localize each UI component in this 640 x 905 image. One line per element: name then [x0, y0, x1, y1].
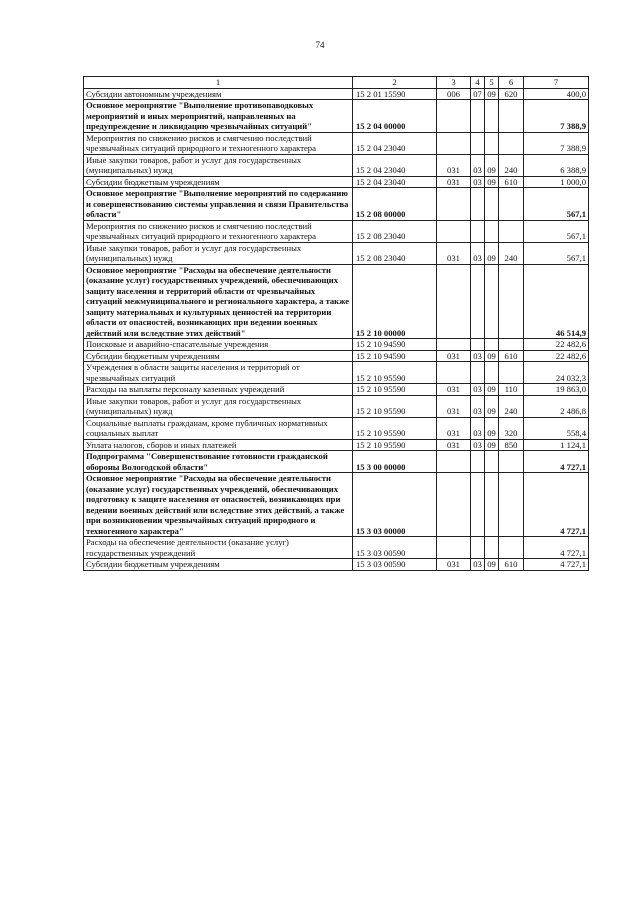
table-header-row [84, 77, 589, 89]
row-code: 15 2 04 23040 [353, 154, 437, 176]
row-col5: 09 [485, 384, 499, 396]
header-cell-4: 4 [471, 77, 485, 89]
row-code: 15 3 00 00000 [353, 451, 437, 473]
row-col6 [499, 264, 524, 339]
row-col3 [437, 132, 471, 154]
row-col5: 09 [485, 395, 499, 417]
row-amount: 22 482,6 [524, 339, 589, 351]
row-col5 [485, 473, 499, 537]
row-name: Субсидии бюджетным учреждениям [84, 176, 353, 188]
row-name: Субсидии автономным учреждениям [84, 88, 353, 100]
row-col5: 09 [485, 88, 499, 100]
row-col6: 610 [499, 559, 524, 571]
row-code: 15 2 04 00000 [353, 100, 437, 133]
row-amount: 4 727,1 [524, 537, 589, 559]
row-col5: 09 [485, 154, 499, 176]
row-col3 [437, 264, 471, 339]
row-name: Расходы на обеспечение деятельности (оказание услуг) государственных учреждений [84, 537, 353, 559]
table-row [84, 339, 589, 351]
row-name: Основное мероприятие "Выполнение противопаводковых мероприятий и иных мероприятий, направленных на предупреждение и ликвидацию чрезвычайных ситуаций" [84, 100, 353, 133]
row-col3 [437, 188, 471, 221]
row-code: 15 2 10 95590 [353, 384, 437, 396]
row-col6 [499, 188, 524, 221]
row-code: 15 2 10 95590 [353, 439, 437, 451]
budget-table [83, 76, 589, 571]
row-amount: 567,1 [524, 188, 589, 221]
table-row [84, 395, 589, 417]
row-col4: 03 [471, 395, 485, 417]
header-cell-3: 3 [437, 77, 471, 89]
row-col6 [499, 473, 524, 537]
row-amount: 4 727,1 [524, 559, 589, 571]
header-cell-2: 2 [353, 77, 437, 89]
row-col3 [437, 100, 471, 133]
row-col4: 03 [471, 384, 485, 396]
row-col4: 03 [471, 350, 485, 362]
row-col6: 240 [499, 154, 524, 176]
row-col4 [471, 339, 485, 351]
row-col5 [485, 100, 499, 133]
table-row [84, 362, 589, 384]
table-row [84, 417, 589, 439]
row-amount: 2 486,8 [524, 395, 589, 417]
row-amount: 4 727,1 [524, 473, 589, 537]
row-name: Субсидии бюджетным учреждениям [84, 350, 353, 362]
row-amount: 6 388,9 [524, 154, 589, 176]
row-col4 [471, 473, 485, 537]
row-col6: 850 [499, 439, 524, 451]
table-body [84, 77, 589, 571]
row-name: Мероприятия по снижению рисков и смягчению последствий чрезвычайных ситуаций природного и техногенного характера [84, 220, 353, 242]
row-col5 [485, 264, 499, 339]
row-col3: 031 [437, 154, 471, 176]
table-row [84, 188, 589, 221]
table-row [84, 176, 589, 188]
row-col5 [485, 220, 499, 242]
row-col4 [471, 100, 485, 133]
row-amount: 567,1 [524, 220, 589, 242]
row-name: Основное мероприятие "Расходы на обеспечение деятельности (оказание услуг) государственных учреждений, обеспечивающих защиту населения и территорий области от чрезвычайных ситуаций межмуниципального и регионального характера, а также защиту материальных и культурных ценностей на территории области от опасностей, возникающих при ведении военных действий или вследствие этих действий" [84, 264, 353, 339]
row-code: 15 3 03 00590 [353, 537, 437, 559]
row-col6 [499, 362, 524, 384]
row-col4: 03 [471, 154, 485, 176]
row-col4 [471, 451, 485, 473]
row-amount: 1 124,1 [524, 439, 589, 451]
row-name: Поисковые и аварийно-спасательные учреждения [84, 339, 353, 351]
row-code: 15 2 04 23040 [353, 176, 437, 188]
row-code: 15 2 01 15590 [353, 88, 437, 100]
row-col3 [437, 473, 471, 537]
row-col3: 031 [437, 176, 471, 188]
row-amount: 1 000,0 [524, 176, 589, 188]
row-col6: 320 [499, 417, 524, 439]
row-col4 [471, 537, 485, 559]
row-col3: 031 [437, 439, 471, 451]
row-amount: 22 482,6 [524, 350, 589, 362]
row-col5 [485, 188, 499, 221]
row-amount: 7 388,9 [524, 100, 589, 133]
row-col5: 09 [485, 417, 499, 439]
row-name: Основное мероприятие "Расходы на обеспечение деятельности (оказание услуг) государственных учреждений, обеспечивающих подготовку к защите населения от опасностей, возникающих при ведении военных действий или вследствие этих действий, а также при возникновении чрезвычайных ситуаций природного и техногенного характера" [84, 473, 353, 537]
row-col6 [499, 451, 524, 473]
row-col3: 031 [437, 242, 471, 264]
row-col5 [485, 132, 499, 154]
row-col4 [471, 188, 485, 221]
table-row [84, 242, 589, 264]
header-cell-7: 7 [524, 77, 589, 89]
row-col4: 03 [471, 559, 485, 571]
row-col4 [471, 362, 485, 384]
table-row [84, 473, 589, 537]
row-col3: 031 [437, 559, 471, 571]
row-name: Расходы на выплаты персоналу казенных учреждений [84, 384, 353, 396]
row-col5 [485, 362, 499, 384]
row-name: Иные закупки товаров, работ и услуг для государственных (муниципальных) нужд [84, 154, 353, 176]
header-cell-5: 5 [485, 77, 499, 89]
table-row [84, 439, 589, 451]
row-code: 15 2 08 00000 [353, 188, 437, 221]
row-col4: 07 [471, 88, 485, 100]
table-row [84, 350, 589, 362]
row-code: 15 2 08 23040 [353, 242, 437, 264]
row-amount: 4 727,1 [524, 451, 589, 473]
row-col6 [499, 339, 524, 351]
row-code: 15 2 10 94590 [353, 339, 437, 351]
table-row [84, 264, 589, 339]
table-row [84, 88, 589, 100]
row-name: Учреждения в области защиты населения и территорий от чрезвычайных ситуаций [84, 362, 353, 384]
row-name: Субсидии бюджетным учреждениям [84, 559, 353, 571]
header-cell-6: 6 [499, 77, 524, 89]
row-col6 [499, 537, 524, 559]
row-col6 [499, 220, 524, 242]
row-col6: 240 [499, 242, 524, 264]
row-amount: 19 863,0 [524, 384, 589, 396]
row-col3 [437, 339, 471, 351]
row-col5: 09 [485, 242, 499, 264]
page-number: 74 [315, 40, 325, 50]
table-row [84, 100, 589, 133]
row-col3: 031 [437, 384, 471, 396]
row-col4 [471, 220, 485, 242]
table-row [84, 132, 589, 154]
row-col3: 031 [437, 395, 471, 417]
table-row [84, 451, 589, 473]
row-amount: 46 514,9 [524, 264, 589, 339]
row-code: 15 3 03 00590 [353, 559, 437, 571]
row-code: 15 2 10 00000 [353, 264, 437, 339]
row-col5: 09 [485, 559, 499, 571]
row-code: 15 2 10 94590 [353, 350, 437, 362]
row-code: 15 2 10 95590 [353, 362, 437, 384]
row-col4 [471, 132, 485, 154]
row-name: Подпрограмма "Совершенствование готовности гражданской обороны Вологодской области" [84, 451, 353, 473]
row-code: 15 3 03 00000 [353, 473, 437, 537]
row-col3 [437, 220, 471, 242]
table-row [84, 537, 589, 559]
row-col5 [485, 537, 499, 559]
table-row [84, 559, 589, 571]
row-name: Иные закупки товаров, работ и услуг для государственных (муниципальных) нужд [84, 242, 353, 264]
row-col3: 031 [437, 350, 471, 362]
row-col5: 09 [485, 350, 499, 362]
row-col4: 03 [471, 417, 485, 439]
row-col3 [437, 537, 471, 559]
row-col3 [437, 451, 471, 473]
row-col6: 110 [499, 384, 524, 396]
row-col6: 620 [499, 88, 524, 100]
row-col5 [485, 339, 499, 351]
row-col6 [499, 132, 524, 154]
row-col3: 031 [437, 417, 471, 439]
row-name: Иные закупки товаров, работ и услуг для государственных (муниципальных) нужд [84, 395, 353, 417]
row-code: 15 2 04 23040 [353, 132, 437, 154]
row-amount: 24 032,3 [524, 362, 589, 384]
row-col5: 09 [485, 439, 499, 451]
row-name: Уплата налогов, сборов и иных платежей [84, 439, 353, 451]
row-amount: 7 388,9 [524, 132, 589, 154]
row-code: 15 2 10 95590 [353, 417, 437, 439]
row-name: Мероприятия по снижению рисков и смягчению последствий чрезвычайных ситуаций природного и техногенного характера [84, 132, 353, 154]
row-amount: 567,1 [524, 242, 589, 264]
header-cell-1: 1 [84, 77, 353, 89]
row-col6: 240 [499, 395, 524, 417]
row-col4: 03 [471, 242, 485, 264]
row-code: 15 2 08 23040 [353, 220, 437, 242]
row-col6 [499, 100, 524, 133]
row-col4: 03 [471, 439, 485, 451]
row-amount: 558,4 [524, 417, 589, 439]
table-row [84, 154, 589, 176]
row-col5 [485, 451, 499, 473]
row-col5: 09 [485, 176, 499, 188]
table-row [84, 220, 589, 242]
row-col4 [471, 264, 485, 339]
row-col6: 610 [499, 350, 524, 362]
row-col3: 006 [437, 88, 471, 100]
row-col4: 03 [471, 176, 485, 188]
row-amount: 400,0 [524, 88, 589, 100]
row-name: Социальные выплаты гражданам, кроме публичных нормативных социальных выплат [84, 417, 353, 439]
row-name: Основное мероприятие "Выполнение мероприятий по содержанию и совершенствованию системы управления и связи Правительства области" [84, 188, 353, 221]
row-code: 15 2 10 95590 [353, 395, 437, 417]
row-col6: 610 [499, 176, 524, 188]
row-col3 [437, 362, 471, 384]
table-row [84, 384, 589, 396]
